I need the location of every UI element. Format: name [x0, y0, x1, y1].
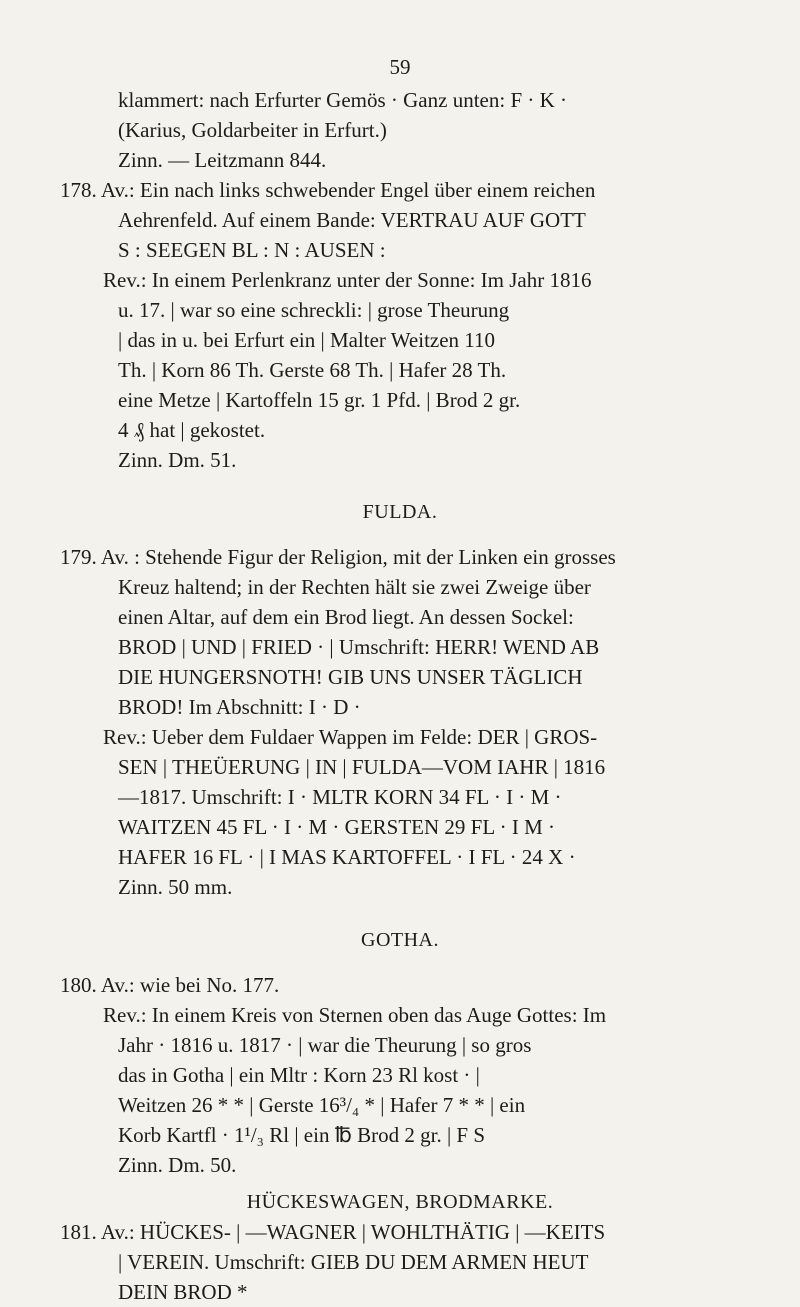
- section-heading: HÜCKESWAGEN, BRODMARKE.: [246, 1191, 554, 1213]
- text-line: BROD | UND | FRIED · | Umschrift: HERR! WEND AB: [118, 635, 600, 659]
- text-line: | VEREIN. Umschrift: GIEB DU DEM ARMEN HEUT: [118, 1250, 589, 1274]
- text-line: (Karius, Goldarbeiter in Erfurt.): [118, 118, 387, 142]
- section-heading: GOTHA.: [361, 929, 439, 951]
- text-line: klammert: nach Erfurter Gemös · Ganz unten: F · K ·: [118, 88, 568, 112]
- text-line: Rev.: Ueber dem Fuldaer Wappen im Felde: DER | GROS-: [103, 725, 598, 749]
- text-line: Rev.: In einem Kreis von Sternen oben das Auge Gottes: Im: [103, 1003, 607, 1027]
- text-line: Aehrenfeld. Auf einem Bande: VERTRAU AUF GOTT: [118, 208, 586, 232]
- text-line: 181. Av.: HÜCKES- | —WAGNER | WOHLTHÄTIG | —KEITS: [60, 1220, 606, 1244]
- text-line: Zinn. Dm. 51.: [118, 448, 237, 472]
- text-line: 179. Av. : Stehende Figur der Religion, mit der Linken ein grosses: [60, 545, 616, 569]
- text-line: 4 ₰ hat | gekostet.: [118, 418, 266, 442]
- text-line: Weitzen 26 * * | Gerste 16³/₄ * | Hafer 7 * * | ein: [118, 1093, 526, 1117]
- text-line: HAFER 16 FL · | I MAS KARTOFFEL · I FL · 24 X ·: [118, 845, 576, 869]
- text-line: u. 17. | war so eine schreckli: | grose Theurung: [118, 298, 510, 322]
- text-line: 180. Av.: wie bei No. 177.: [60, 973, 280, 997]
- text-line: 178. Av.: Ein nach links schwebender Engel über einem reichen: [60, 178, 596, 202]
- text-line: —1817. Umschrift: I · MLTR KORN 34 FL · I · M ·: [118, 785, 562, 809]
- text-line: Th. | Korn 86 Th. Gerste 68 Th. | Hafer 28 Th.: [118, 358, 507, 382]
- text-line: Zinn. 50 mm.: [118, 875, 233, 899]
- text-line: einen Altar, auf dem ein Brod liegt. An dessen Sockel:: [118, 605, 574, 629]
- section-heading: FULDA.: [362, 501, 438, 523]
- text-line: Rev.: In einem Perlenkranz unter der Sonne: Im Jahr 1816: [103, 268, 592, 292]
- text-line: | das in u. bei Erfurt ein | Malter Weitzen 110: [118, 328, 496, 352]
- text-line: S : SEEGEN BL : N : AUSEN :: [118, 238, 386, 262]
- text-line: Zinn. — Leitzmann 844.: [118, 148, 327, 172]
- page-number: 59: [389, 55, 411, 79]
- text-line: SEN | THEÜERUNG | IN | FULDA—VOM IAHR | 1816: [118, 755, 606, 779]
- text-line: Kreuz haltend; in der Rechten hält sie zwei Zweige über: [118, 575, 591, 599]
- text-line: Zinn. Dm. 50.: [118, 1153, 237, 1177]
- text-line: BROD! Im Abschnitt: I · D ·: [118, 695, 361, 719]
- text-line: Korb Kartfl · 1¹/₃ Rl | ein ℔ Brod 2 gr. | F S: [118, 1123, 486, 1147]
- text-line: das in Gotha | ein Mltr : Korn 23 Rl kost · |: [118, 1063, 480, 1087]
- text-line: eine Metze | Kartoffeln 15 gr. 1 Pfd. | Brod 2 gr.: [118, 388, 521, 412]
- text-line: DIE HUNGERSNOTH! GIB UNS UNSER TÄGLICH: [118, 665, 583, 689]
- text-line: DEIN BROD *: [118, 1280, 248, 1304]
- text-line: Jahr · 1816 u. 1817 · | war die Theurung | so gros: [118, 1033, 532, 1057]
- text-line: WAITZEN 45 FL · I · M · GERSTEN 29 FL · I M ·: [118, 815, 556, 839]
